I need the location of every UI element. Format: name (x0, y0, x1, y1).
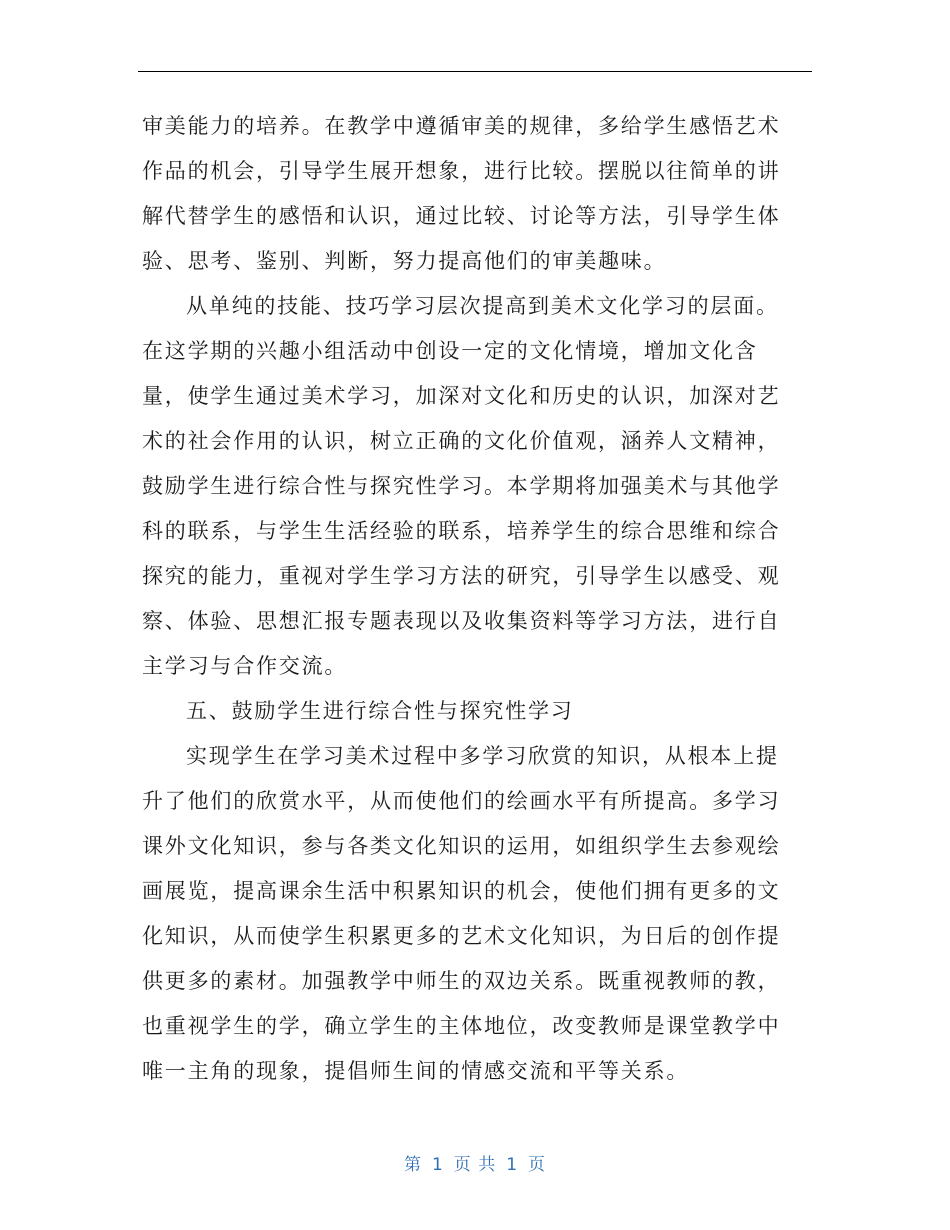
text-line: 画展览，提高课余生活中积累知识的机会，使他们拥有更多的文 (142, 879, 781, 903)
text-line: 验、思考、鉴别、判断，努力提高他们的审美趣味。 (142, 249, 667, 273)
text-line: 在这学期的兴趣小组活动中创设一定的文化情境，增加文化含 (142, 339, 758, 363)
section-heading: 五、鼓励学生进行综合性与探究性学习 (186, 699, 574, 723)
text-line: 课外文化知识，参与各类文化知识的运用，如组织学生去参观绘 (142, 834, 781, 858)
header-rule (138, 71, 812, 72)
text-line: 主学习与合作交流。 (142, 654, 348, 678)
text-line: 术的社会作用的认识，树立正确的文化价值观，涵养人文精神， (142, 429, 781, 453)
text-line: 量，使学生通过美术学习，加深对文化和历史的认识，加深对艺 (142, 384, 781, 408)
footer-suffix: 页 (528, 1155, 547, 1175)
document-body (142, 104, 812, 1094)
paragraph-start-line: 实现学生在学习美术过程中多学习欣赏的知识，从根本上提 (186, 744, 779, 768)
text-line: 也重视学生的学，确立学生的主体地位，改变教师是课堂教学中 (142, 1014, 781, 1038)
text-line: 化知识，从而使学生积累更多的艺术文化知识，为日后的创作提 (142, 924, 781, 948)
text-line: 鼓励学生进行综合性与探究性学习。本学期将加强美术与其他学 (142, 474, 781, 498)
text-line: 探究的能力，重视对学生学习方法的研究，引导学生以感受、观 (142, 564, 781, 588)
text-line: 察、体验、思想汇报专题表现以及收集资料等学习方法，进行自 (142, 609, 781, 633)
text-line: 升了他们的欣赏水平，从而使他们的绘画水平有所提高。多学习 (142, 789, 781, 813)
paragraph-start-line: 从单纯的技能、技巧学习层次提高到美术文化学习的层面。 (186, 294, 779, 318)
text-line: 作品的机会，引导学生展开想象，进行比较。摆脱以往简单的讲 (142, 159, 781, 183)
text-line: 科的联系，与学生生活经验的联系，培养学生的综合思维和综合 (142, 519, 781, 543)
current-page-number: 1 (431, 1155, 444, 1175)
page-footer (0, 1150, 950, 1175)
footer-mid: 页 共 (453, 1155, 497, 1175)
text-line: 审美能力的培养。在教学中遵循审美的规律，多给学生感悟艺术 (142, 114, 781, 138)
text-line: 解代替学生的感悟和认识，通过比较、讨论等方法，引导学生体 (142, 204, 781, 228)
footer-prefix: 第 (403, 1155, 422, 1175)
total-page-number: 1 (506, 1155, 519, 1175)
text-line: 唯一主角的现象，提倡师生间的情感交流和平等关系。 (142, 1059, 690, 1083)
text-line: 供更多的素材。加强教学中师生的双边关系。既重视教师的教， (142, 969, 781, 993)
